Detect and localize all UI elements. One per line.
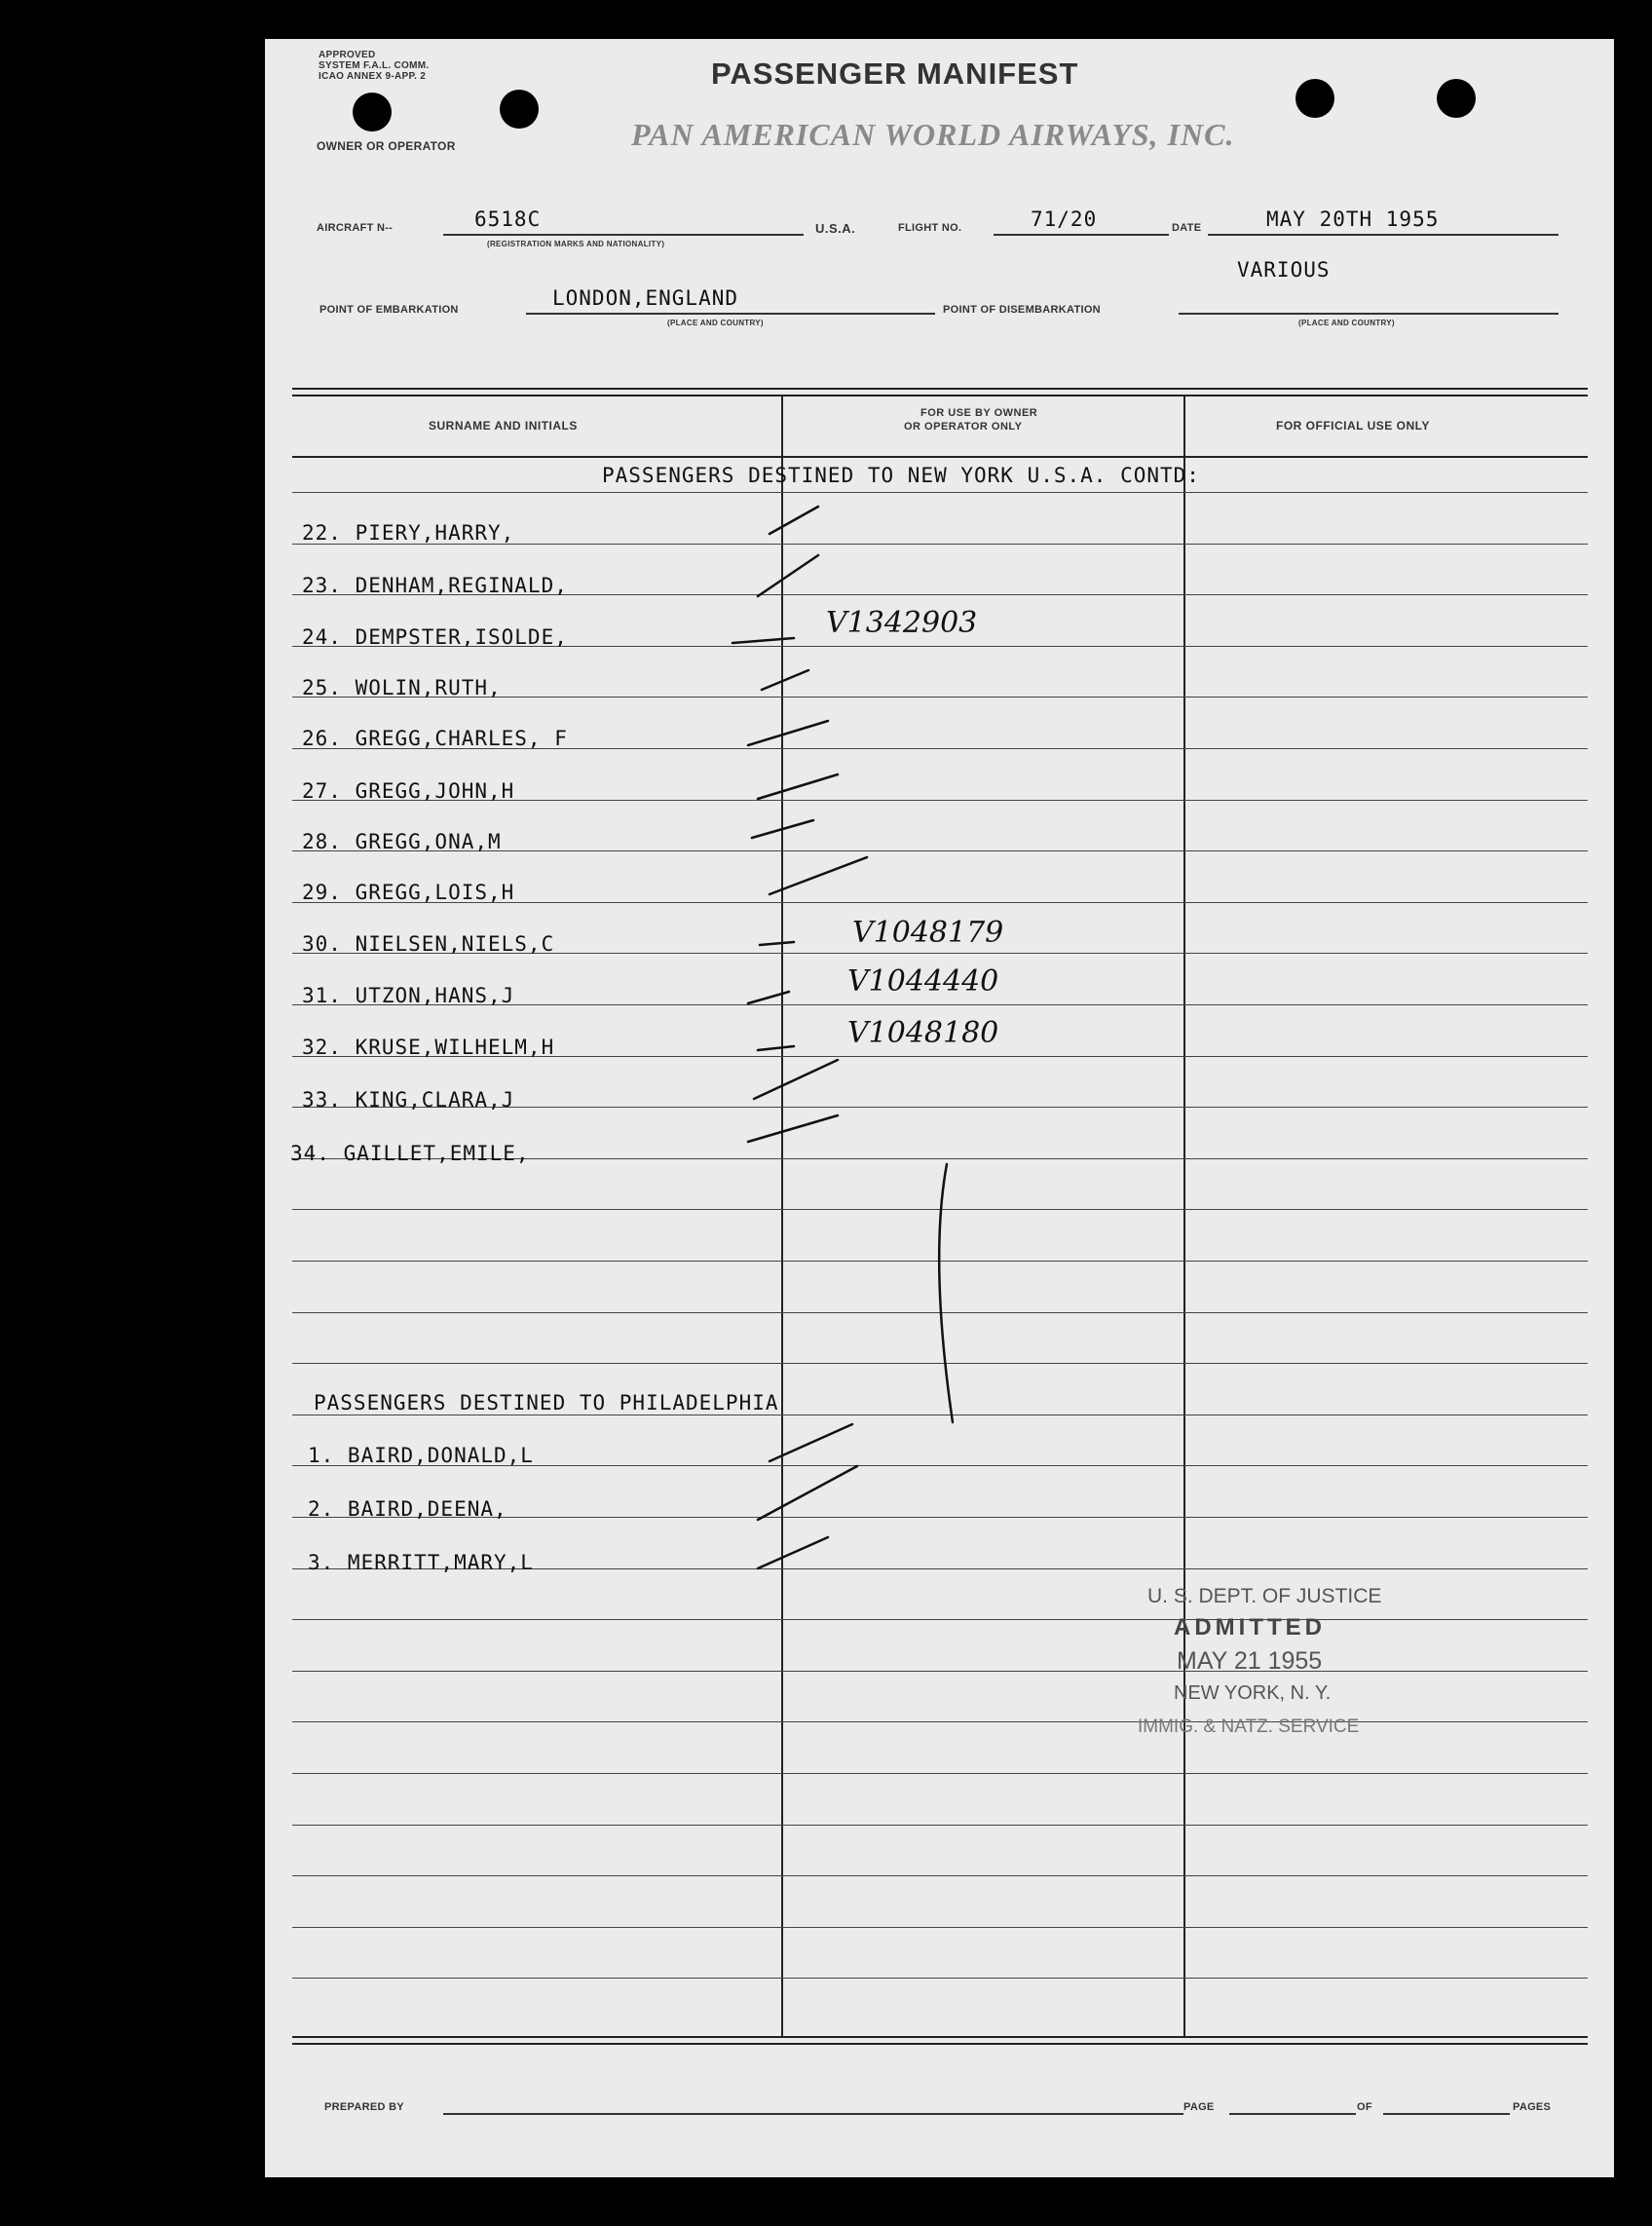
immigration-stamp-line: NEW YORK, N. Y. xyxy=(1174,1682,1332,1704)
of-label: OF xyxy=(1357,2101,1372,2113)
page-line xyxy=(1229,2113,1356,2115)
flight-value: 71/20 xyxy=(1031,208,1098,231)
column-header-official: FOR OFFICIAL USE ONLY xyxy=(1276,419,1430,433)
passenger-name: 31. UTZON,HANS,J xyxy=(302,984,515,1007)
approval-line: APPROVED xyxy=(319,50,376,60)
registration-caption: (REGISTRATION MARKS AND NATIONALITY) xyxy=(487,240,665,248)
of-line xyxy=(1383,2113,1510,2115)
airline-name: PAN AMERICAN WORLD AIRWAYS, INC. xyxy=(631,117,1235,152)
handwritten-visa-number: V1048180 xyxy=(847,1016,999,1050)
passenger-name: 26. GREGG,CHARLES, F xyxy=(302,727,568,750)
passenger-name: 34. GAILLET,EMILE, xyxy=(290,1142,530,1165)
page-label: PAGE xyxy=(1183,2101,1215,2113)
column-header-owner: FOR USE BY OWNER xyxy=(920,407,1038,419)
passenger-name: 1. BAIRD,DONALD,L xyxy=(308,1444,534,1467)
disembarkation-label: POINT OF DISEMBARKATION xyxy=(943,304,1101,316)
place-caption: (PLACE AND COUNTRY) xyxy=(667,319,764,327)
passenger-name: 25. WOLIN,RUTH, xyxy=(302,676,502,699)
passenger-name: 28. GREGG,ONA,M xyxy=(302,830,502,853)
handwritten-visa-number: V1044440 xyxy=(847,964,999,999)
embarkation-label: POINT OF EMBARKATION xyxy=(319,304,459,316)
immigration-stamp-admitted: ADMITTED xyxy=(1174,1614,1326,1641)
passenger-name: 27. GREGG,JOHN,H xyxy=(302,779,515,803)
page-title: PASSENGER MANIFEST xyxy=(711,57,1079,91)
table-bottom-rule xyxy=(292,2043,1588,2045)
country-label: U.S.A. xyxy=(815,221,856,236)
date-value: MAY 20TH 1955 xyxy=(1266,208,1440,231)
prepared-by-label: PREPARED BY xyxy=(324,2101,404,2113)
approval-line: ICAO ANNEX 9-APP. 2 xyxy=(319,71,427,82)
place-caption: (PLACE AND COUNTRY) xyxy=(1298,319,1395,327)
date-label: DATE xyxy=(1172,222,1202,234)
immigration-stamp-line: IMMIG. & NATZ. SERVICE xyxy=(1138,1717,1360,1737)
aircraft-value: 6518C xyxy=(474,208,542,231)
passenger-name: 30. NIELSEN,NIELS,C xyxy=(302,932,555,956)
passenger-name: 32. KRUSE,WILHELM,H xyxy=(302,1036,555,1059)
immigration-stamp-line: U. S. DEPT. OF JUSTICE xyxy=(1147,1585,1382,1607)
pages-label: PAGES xyxy=(1513,2101,1552,2113)
disembarkation-value: VARIOUS xyxy=(1237,258,1331,282)
owner-label: OWNER OR OPERATOR xyxy=(317,139,456,153)
prepared-by-line xyxy=(443,2113,1183,2115)
flight-label: FLIGHT NO. xyxy=(898,222,962,234)
passenger-name: 33. KING,CLARA,J xyxy=(302,1088,515,1112)
embarkation-value: LONDON,ENGLAND xyxy=(552,286,739,310)
section-heading-philadelphia: PASSENGERS DESTINED TO PHILADELPHIA xyxy=(314,1391,779,1415)
column-header-owner: OR OPERATOR ONLY xyxy=(904,421,1023,433)
section-heading-new-york: PASSENGERS DESTINED TO NEW YORK U.S.A. CONTD: xyxy=(602,464,1200,487)
handwritten-visa-number: V1048179 xyxy=(852,916,1004,950)
passenger-name: 3. MERRITT,MARY,L xyxy=(308,1551,534,1574)
approval-line: SYSTEM F.A.L. COMM. xyxy=(319,60,430,71)
passenger-name: 2. BAIRD,DEENA, xyxy=(308,1497,507,1521)
immigration-stamp-date: MAY 21 1955 xyxy=(1177,1647,1323,1675)
passenger-name: 29. GREGG,LOIS,H xyxy=(302,881,515,904)
handwritten-visa-number: V1342903 xyxy=(826,606,978,640)
passenger-name: 22. PIERY,HARRY, xyxy=(302,521,515,545)
passenger-name: 24. DEMPSTER,ISOLDE, xyxy=(302,625,568,649)
column-header-surname: SURNAME AND INITIALS xyxy=(429,419,578,433)
passenger-name: 23. DENHAM,REGINALD, xyxy=(302,574,568,597)
aircraft-label: AIRCRAFT N-- xyxy=(317,222,394,234)
table-bottom-rule xyxy=(292,2036,1588,2038)
